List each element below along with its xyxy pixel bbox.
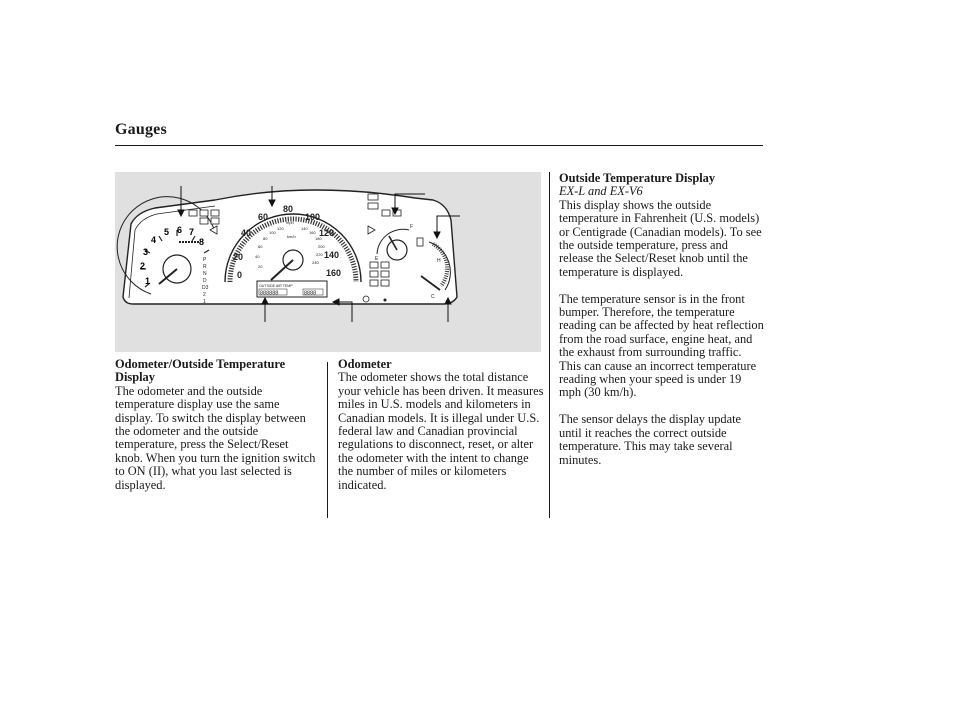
speed-unit-label: mph	[286, 220, 294, 225]
trip-digits: 8888	[304, 290, 317, 297]
speed-label: 140	[324, 250, 340, 260]
gear-label: 1	[203, 299, 206, 305]
section-subheading: EX-L and EX-V6	[559, 184, 643, 199]
speed-label: 40	[241, 228, 252, 238]
speed-label: 80	[283, 204, 294, 214]
kmh-label: 80	[263, 236, 268, 241]
section-heading: Outside Temperature Display	[559, 171, 716, 185]
column-divider	[549, 172, 550, 518]
speed-label: 60	[258, 212, 269, 222]
tach-label: 5	[164, 227, 170, 237]
kmh-label: 160	[309, 230, 316, 235]
kmh-label: 20	[258, 264, 263, 269]
tach-label: 6	[177, 225, 183, 235]
section-body: This display shows the outside temperature in Fahrenheit (U.S. models) or Centigrade (Canadian models). To see the outside temperature, press and release the Select/Reset knob until the temperature is displayed.	[559, 197, 762, 279]
speed-label: 160	[326, 268, 342, 278]
tach-label: 8	[199, 237, 205, 247]
tach-label: 1	[145, 276, 151, 286]
temp-hot-label: H	[437, 258, 441, 264]
section-body: The odometer shows the total distance your vehicle has been driven. It measures miles in U.S. models and kilometers in Canadian models. It is illegal under U.S. federal law and Canadian provincial regulations to disconnect, reset, or alter the odometer with the intent to change the number of miles or kilometers indicated.	[338, 370, 544, 492]
kmh-label: 240	[312, 260, 319, 265]
fuel-full-label: F	[410, 224, 414, 230]
kmh-label: 100	[269, 230, 276, 235]
section-heading: Odometer	[338, 357, 392, 371]
section-body: The odometer and the outside temperature display use the same display. To switch the display between the odometer and the outside temperature, press the Select/Reset knob. When you turn the ignition switch to ON (II), what you last selected is displayed.	[115, 383, 316, 492]
kmh-label: 120	[277, 226, 284, 231]
kmh-label: 140	[301, 226, 308, 231]
column-odometer-outside-temp	[115, 358, 319, 492]
speed-label: 20	[233, 252, 244, 262]
speed-label: 120	[319, 228, 335, 238]
odometer-display	[257, 281, 327, 297]
gear-label: D3	[202, 285, 209, 291]
instrument-panel-figure	[115, 172, 541, 352]
gear-label: P	[203, 257, 207, 263]
kmh-unit-label: km/h	[287, 234, 296, 239]
tach-label: 2	[140, 261, 146, 271]
tach-label: 4	[151, 235, 157, 245]
tach-label: 3	[143, 247, 149, 257]
gear-label: R	[203, 264, 207, 270]
odometer-digits: 888888	[260, 290, 279, 297]
column-outside-temp-display	[559, 172, 764, 467]
kmh-label: 180	[315, 236, 322, 241]
title-rule	[115, 145, 763, 146]
page-title: Gauges	[115, 121, 167, 138]
speed-label: 0	[237, 270, 243, 280]
tach-label: 7	[189, 227, 195, 237]
gear-label: D	[203, 278, 207, 284]
kmh-label: 40	[255, 254, 260, 259]
kmh-label: 200	[318, 244, 325, 249]
odometer-caption: OUTSIDE AIR TEMP	[259, 284, 293, 288]
fuel-empty-label: E	[375, 256, 379, 262]
gear-label: N	[203, 271, 207, 277]
section-heading: Odometer/Outside Temperature Display	[115, 357, 286, 385]
instrument-panel-illustration	[115, 172, 541, 352]
column-divider	[327, 362, 328, 518]
speed-label: 100	[305, 212, 321, 222]
temp-cold-label: C	[431, 294, 435, 300]
column-odometer	[338, 358, 544, 492]
gear-label: 2	[203, 292, 206, 298]
kmh-label: 220	[316, 252, 323, 257]
section-body: The sensor delays the display update until it reaches the correct outside temperature. This may take several minutes.	[559, 412, 742, 467]
kmh-label: 60	[258, 244, 263, 249]
section-body: The temperature sensor is in the front bumper. Therefore, the temperature reading can be affected by heat reflection from the road surface, engine heat, and the exhaust from surrounding traffic. This can cause an incorrect temperature reading when your speed is under 19 mph (30 km/h).	[559, 291, 764, 400]
